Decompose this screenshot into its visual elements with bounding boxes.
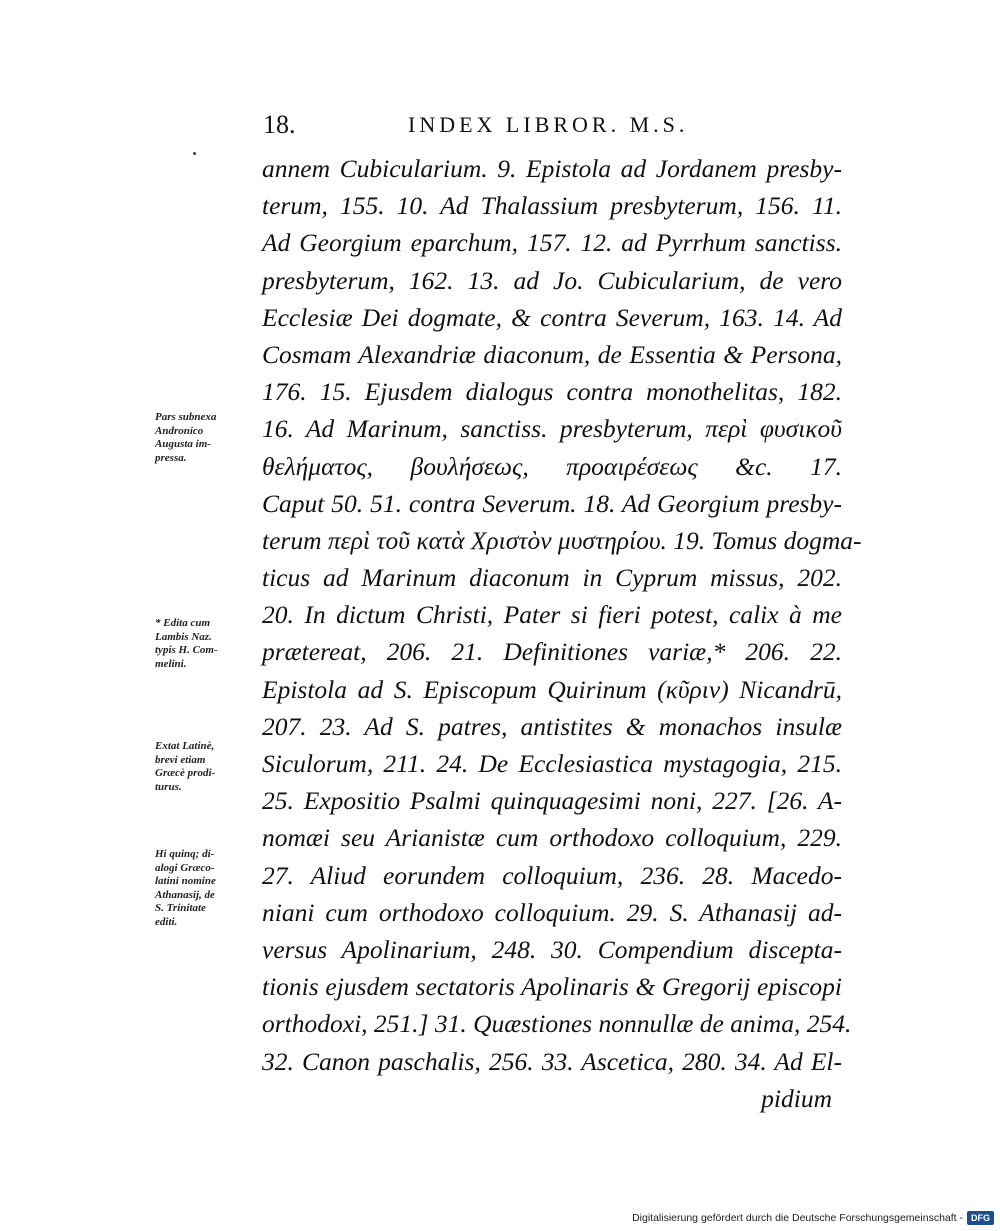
text-line: 20. In dictum Christi, Pater si fieri potest, calix à me [262, 600, 842, 630]
text-line: Epistola ad S. Episcopum Quirinum (κῦριν) Nicandrū, [262, 674, 842, 704]
marginal-note-line: latini nomine [155, 875, 216, 887]
text-line: ticus ad Marinum diaconum in Cyprum missus, 202. [262, 563, 842, 593]
marginal-note-line: S. Trinitate [155, 902, 206, 914]
text-line: Cosmam Alexandriæ diaconum, de Essentia & Persona, [262, 339, 842, 369]
text-line: prætereat, 206. 21. Definitiones variæ,* 206. 22. [262, 637, 842, 667]
text-line: tionis ejusdem sectatoris Apolinaris & Gregorij episcopi [262, 972, 842, 1002]
text-line: Ecclesiæ Dei dogmate, & contra Severum, 163. 14. Ad [262, 302, 842, 332]
marginal-note [155, 411, 263, 465]
marginal-note [155, 848, 263, 929]
text-line: 207. 23. Ad S. patres, antistites & monachos insulæ [262, 711, 842, 741]
marginal-note-line: Extat Latinè, [155, 740, 215, 752]
text-line: nomæi seu Arianistæ cum orthodoxo colloquium, 229. [262, 823, 842, 853]
text-line: 32. Canon paschalis, 256. 33. Ascetica, 280. 34. Ad El- [262, 1046, 842, 1076]
marginal-note [155, 740, 263, 794]
marginal-note-line: Pars subnexa [155, 411, 217, 423]
marginal-note-line: * Edita cum [155, 617, 211, 629]
text-line: Siculorum, 211. 24. De Ecclesiastica mystagogia, 215. [262, 749, 842, 778]
text-line: 27. Aliud eorundem colloquium, 236. 28. Macedo- [262, 860, 842, 890]
marginal-note-line: Lambis Naz. [155, 630, 212, 643]
marginal-note-line: turus. [155, 780, 182, 793]
marginal-note-line: Athanasij, de [155, 888, 215, 901]
text-line: niani cum orthodoxo colloquium. 29. S. Athanasij ad- [262, 897, 842, 927]
marginal-note [155, 617, 263, 671]
marginal-note-line: Andronico [155, 424, 204, 437]
ink-speck [193, 152, 196, 155]
text-line: 16. Ad Marinum, sanctiss. presbyterum, περὶ φυσικοῦ [262, 414, 842, 444]
marginal-note-line: Augusta im- [155, 438, 211, 450]
text-line: presbyterum, 162. 13. ad Jo. Cubicularium, de vero [262, 265, 842, 295]
text-line: 176. 15. Ejusdem dialogus contra monothelitas, 182. [262, 377, 842, 407]
digitization-footer [632, 1209, 994, 1227]
marginal-note-line: typis H. Com- [155, 644, 218, 656]
text-line: orthodoxi, 251.] 31. Quæstiones nonnullæ de anima, 254. [262, 1009, 852, 1039]
running-head [263, 110, 823, 142]
text-line: Caput 50. 51. contra Severum. 18. Ad Georgium presby- [262, 488, 842, 518]
page-number: 18. [263, 110, 296, 139]
text-line: θελήματος, βουλήσεως, προαιρέσεως &c. 17. [262, 451, 842, 481]
marginal-note-line: Hi quinq; di- [155, 848, 215, 860]
text-line: versus Apolinarium, 248. 30. Compendium discepta- [262, 934, 842, 964]
text-line: Ad Georgium eparchum, 157. 12. ad Pyrrhum sanctiss. [262, 228, 842, 258]
marginal-note-line: alogi Græco- [155, 861, 215, 874]
text-line: terum περὶ τοῦ κατὰ Χριστὸν μυστηρίου. 19. Tomus dogma- [262, 525, 862, 555]
marginal-note-line: pressa. [155, 451, 187, 464]
marginal-note-line: editi. [155, 915, 178, 928]
marginal-note-line: Græcè prodi- [155, 767, 216, 779]
text-line: terum, 155. 10. Ad Thalassium presbyterum, 156. 11. [262, 191, 842, 221]
footer-credit: Digitalisierung gefördert durch die Deutsche Forschungsgemeinschaft - [632, 1212, 963, 1224]
body-text [262, 150, 862, 1117]
marginal-note-line: melini. [155, 657, 187, 670]
running-title: INDEX LIBROR. M.S. [408, 112, 689, 137]
marginal-note-line: brevi etiam [155, 753, 206, 766]
catchword: pidium [761, 1083, 832, 1113]
text-line: annem Cubicularium. 9. Epistola ad Jordanem presby- [262, 154, 842, 183]
dfg-logo: DFG [967, 1211, 994, 1225]
text-line: 25. Expositio Psalmi quinquagesimi noni, 227. [26. A- [262, 786, 842, 816]
